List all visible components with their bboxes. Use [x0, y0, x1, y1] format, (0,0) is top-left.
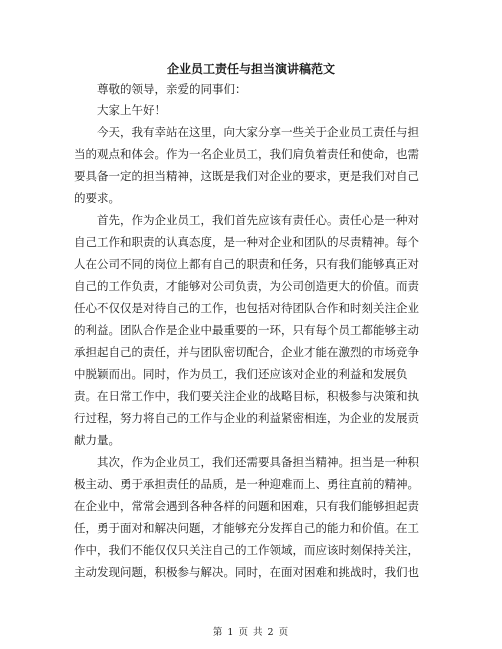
body-line: 首先，作为企业员工，我们首先应该有责任心。责任心是一种对 — [97, 213, 419, 227]
body-line: 极主动、勇于承担责任的品质，是一种迎难而上、勇往直前的精神。 — [74, 477, 419, 491]
body-line: 其次，作为企业员工，我们还需要具备担当精神。担当是一种积 — [97, 455, 419, 469]
body-line: 中脱颖而出。同时，作为员工，我们还应该对企业的利益和发展负 — [74, 367, 408, 381]
body-line: 行过程，努力将自己的工作与企业的利益紧密相连，为企业的发展贡 — [74, 411, 419, 425]
page-number-footer: 第 1 页 共 2 页 — [212, 627, 290, 638]
document-title: 企业员工责任与担当演讲稿范文 — [166, 62, 335, 76]
body-line: 自己工作和职责的认真态度，是一种对企业和团队的尽责精神。每个 — [74, 235, 419, 249]
body-line: 要具备一定的担当精神，这既是我们对企业的要求，更是我们对自己 — [74, 169, 419, 183]
body-line: 任心不仅仅是对待自己的工作，也包括对待团队合作和时刻关注企业 — [74, 301, 419, 315]
body-line: 今天，我有幸站在这里，向大家分享一些关于企业员工责任与担 — [97, 125, 419, 139]
body-line: 自己的工作负责，才能够对公司负责，为公司创造更大的价值。而责 — [74, 279, 419, 293]
body-line: 作中，我们不能仅仅只关注自己的工作领域，而应该时刻保持关注， — [74, 543, 419, 557]
greeting-line: 大家上午好！ — [97, 103, 166, 117]
body-line: 献力量。 — [74, 433, 120, 447]
body-line: 的利益。团队合作是企业中最重要的一环，只有每个员工都能够主动 — [74, 323, 419, 337]
body-line: 人在公司不同的岗位上都有自己的职责和任务，只有我们能够真正对 — [74, 257, 419, 271]
body-line: 主动发现问题，积极参与解决。同时，在面对困难和挑战时，我们也 — [74, 565, 419, 579]
body-line: 任，勇于面对和解决问题，才能够充分发挥自己的能力和价值。在工 — [74, 521, 419, 535]
body-line: 的要求。 — [74, 191, 120, 205]
body-line: 承担起自己的责任，并与团队密切配合，企业才能在激烈的市场竞争 — [74, 345, 419, 359]
body-line: 当的观点和体会。作为一名企业员工，我们肩负着责任和使命，也需 — [74, 147, 419, 161]
body-line: 责。在日常工作中，我们要关注企业的战略目标，积极参与决策和执 — [74, 389, 419, 403]
body-line: 在企业中，常常会遇到各种各样的问题和困难，只有我们能够担起责 — [74, 499, 419, 513]
salutation-line: 尊敬的领导，亲爱的同事们： — [97, 82, 247, 96]
